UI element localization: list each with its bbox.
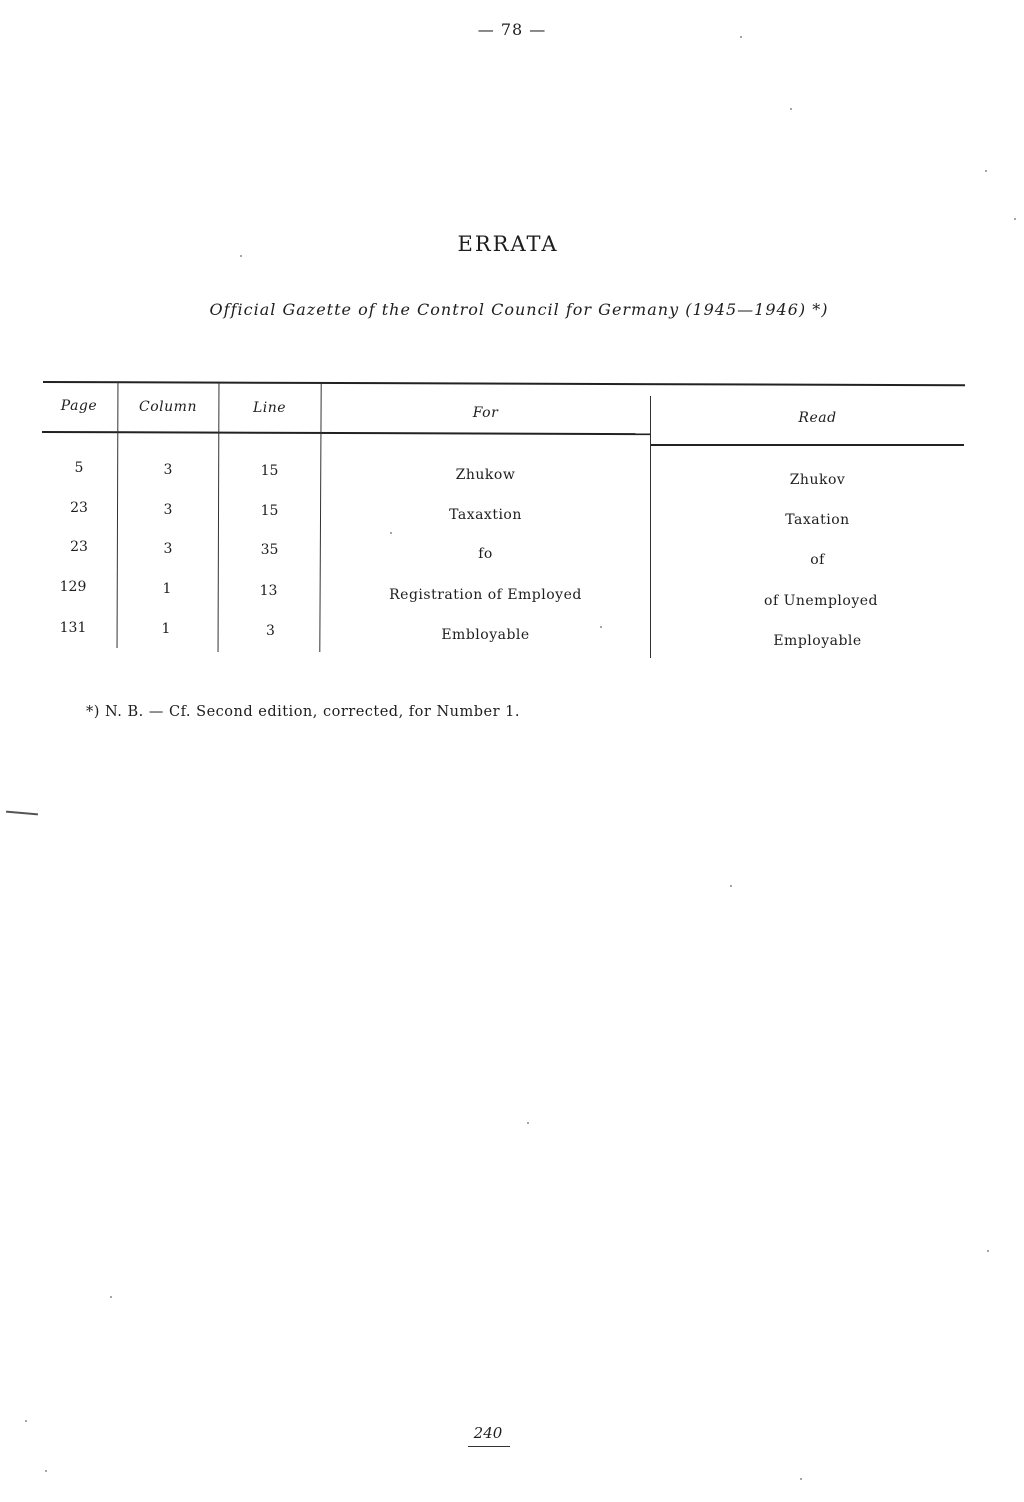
- cell-read: of: [810, 552, 825, 568]
- scan-speck: [527, 1122, 529, 1124]
- cell-line: 35: [260, 542, 279, 558]
- header-page: Page: [60, 398, 98, 414]
- cell-for: Zhukow: [455, 467, 516, 483]
- scan-speck: [390, 532, 392, 534]
- scan-speck: [240, 255, 242, 257]
- cell-for: Embloyable: [441, 627, 530, 643]
- cell-read: Zhukov: [789, 472, 846, 488]
- cell-read: Employable: [773, 633, 862, 649]
- scan-speck: [1014, 218, 1016, 220]
- cell-read: Taxation: [785, 512, 850, 528]
- scan-speck: [730, 885, 732, 887]
- cell-line: 3: [266, 623, 275, 639]
- scan-speck: [740, 36, 742, 38]
- cell-column: 3: [163, 541, 173, 557]
- cell-column: 1: [162, 581, 172, 597]
- cell-line: 15: [260, 463, 279, 479]
- table-top-rule: [43, 381, 965, 386]
- header-read: Read: [798, 410, 837, 426]
- scan-speck: [110, 1296, 112, 1298]
- cell-page: 5: [74, 460, 84, 476]
- scan-speck: [985, 170, 987, 172]
- cell-for: fo: [478, 546, 493, 562]
- cell-for: Taxaxtion: [449, 507, 522, 523]
- cell-line: 13: [259, 583, 278, 599]
- header-rule-right: [651, 444, 964, 446]
- cell-page: 129: [59, 579, 87, 595]
- scan-mark: [6, 811, 38, 816]
- scan-speck: [800, 1478, 802, 1480]
- page-title: ERRATA: [457, 232, 559, 256]
- scan-speck: [25, 1420, 27, 1422]
- cell-column: 1: [161, 621, 171, 637]
- footer-page-number: 240: [473, 1424, 503, 1442]
- subtitle: Official Gazette of the Control Council for Germany (1945—1946) *): [209, 300, 829, 319]
- footnote: *) N. B. — Cf. Second edition, corrected, for Number 1.: [86, 704, 520, 720]
- header-line: Line: [252, 400, 287, 416]
- page-number: — 78 —: [477, 20, 547, 39]
- scan-speck: [987, 1250, 989, 1252]
- cell-column: 3: [163, 502, 173, 518]
- cell-for: Registration of Employed: [389, 587, 582, 603]
- scan-speck: [45, 1470, 47, 1472]
- cell-column: 3: [163, 462, 173, 478]
- cell-page: 23: [70, 539, 88, 555]
- scan-speck: [790, 108, 792, 110]
- cell-page: 131: [59, 620, 87, 636]
- scan-speck: [600, 626, 602, 628]
- cell-read: of Unemployed: [764, 593, 878, 609]
- cell-page: 23: [70, 500, 88, 516]
- header-column: Column: [139, 399, 197, 415]
- header-rule-left: [42, 431, 650, 435]
- errata-table: [0, 0, 1024, 700]
- footer-underline: [468, 1446, 510, 1447]
- header-for: For: [472, 405, 499, 421]
- cell-line: 15: [260, 503, 279, 519]
